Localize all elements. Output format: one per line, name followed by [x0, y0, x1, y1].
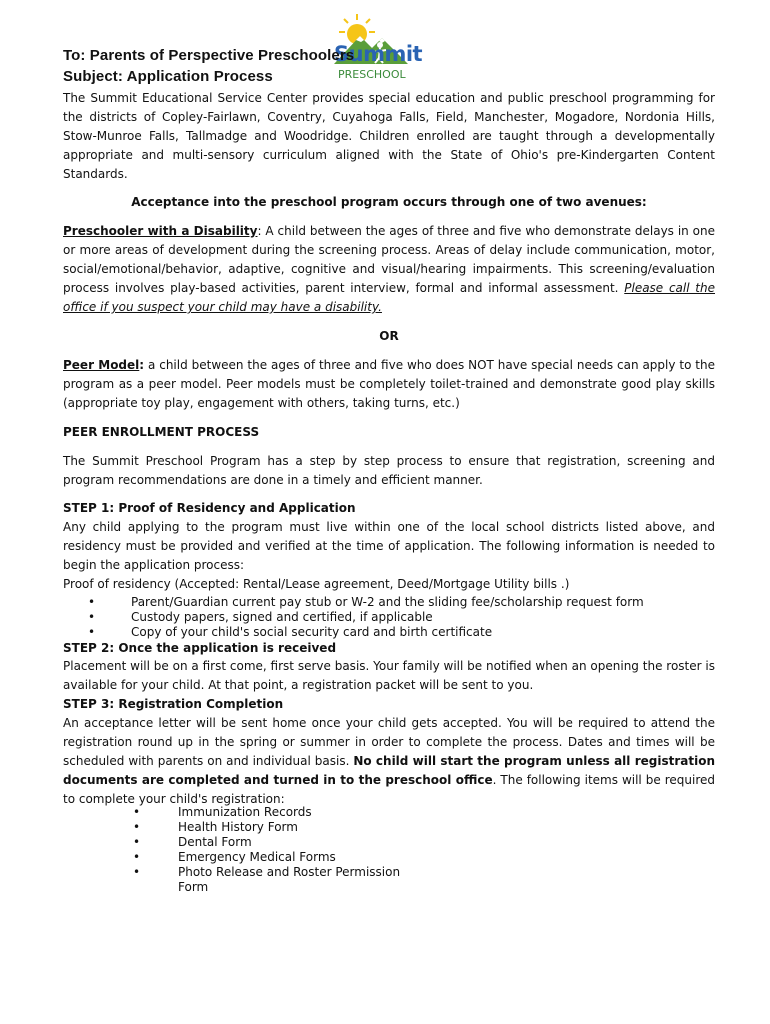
step2-title: STEP 2: Once the application is received: [63, 641, 337, 655]
enrollment-heading: PEER ENROLLMENT PROCESS: [63, 425, 260, 439]
peer-label: Peer Model: [63, 358, 140, 372]
to-line: To: Parents of Perspective Preschoolers: [63, 47, 355, 64]
step3-bullet-list: [63, 805, 463, 895]
list-item: • Parent/Guardian current pay stub or W-2 and the sliding fee/scholarship request form: [88, 595, 644, 609]
list-item: • Copy of your child's social security card and birth certificate: [88, 625, 493, 639]
logo-word: Summit: [334, 42, 423, 66]
step1-title: STEP 1: Proof of Residency and Application: [63, 501, 356, 515]
list-item: • Emergency Medical Forms: [133, 850, 336, 864]
list-item: Form: [178, 880, 209, 894]
list-item: • Photo Release and Roster Permission: [133, 865, 401, 879]
step3-title: STEP 3: Registration Completion: [63, 697, 284, 711]
peer-paragraph: [63, 356, 715, 413]
or-divider: OR: [379, 329, 399, 343]
enrollment-intro: The Summit Preschool Program has a step by step process to ensure that registration, screening and program recommendations are done in a timely and efficient manner.: [63, 454, 715, 487]
logo-subtext: PRESCHOOL: [338, 68, 406, 81]
peer-colon: :: [139, 358, 145, 372]
disability-paragraph: [63, 222, 715, 317]
disability-label: Preschooler with a Disability: [63, 224, 258, 238]
disability-call-note: Please call the office if you suspect your child may have a disability.: [63, 281, 715, 314]
step1-text: Any child applying to the program must live within one of the local school districts listed above, and residency must be provided and verified at the time of application. The following information is needed to begin the application process:: [63, 520, 715, 572]
list-item: • Immunization Records: [133, 805, 312, 819]
list-item: • Custody papers, signed and certified, if applicable: [88, 610, 433, 624]
step1-proof-line: Proof of residency (Accepted: Rental/Lease agreement, Deed/Mortgage Utility bills .): [63, 577, 570, 591]
disability-text: : A child between the ages of three and five who demonstrate delays in one or more areas of development during the screening process. Areas of delay include communication, motor, social/emotional/behavior, adaptive, cognitive and visual/hearing impairments. This screening/evaluation process involves play-based activities, parent interview, formal and informal assessment.: [63, 224, 715, 295]
step3-text: An acceptance letter will be sent home once your child gets accepted. You will be required to attend the registration round up in the spring or summer in order to complete the process. Dates and times will be scheduled with parents on and individual basis. No child will start the program unless all registration documents are completed and turned in to the preschool office. The following items will be required to complete your child's registration:: [63, 716, 715, 806]
list-item: • Dental Form: [133, 835, 252, 849]
list-item: • Health History Form: [133, 820, 298, 834]
intro-paragraph: The Summit Educational Service Center provides special education and public preschool programming for the districts of Copley-Fairlawn, Coventry, Cuyahoga Falls, Field, Manchester, Mogadore, Nordonia Hills, Stow-Munroe Falls, Tallmadge and Woodridge. Children enrolled are taught through a developmentally appropriate and multi-sensory curriculum aligned with the State of Ohio's pre-Kindergarten Content Standards.: [63, 91, 715, 181]
peer-text: a child between the ages of three and five who does NOT have special needs can apply to the program as a peer model. Peer models must be completely toilet-trained and demonstrate good play skills (appropriate toy play, engagement with others, taking turns, etc.): [63, 358, 715, 410]
acceptance-heading: Acceptance into the preschool program occurs through one of two avenues:: [131, 195, 647, 209]
step2-text: Placement will be on a first come, first serve basis. Your family will be notified when an opening the roster is available for your child. At that point, a registration packet will be sent to you.: [63, 659, 715, 692]
subject-line: Subject: Application Process: [63, 68, 273, 85]
step1-bullet-list: [63, 595, 715, 640]
